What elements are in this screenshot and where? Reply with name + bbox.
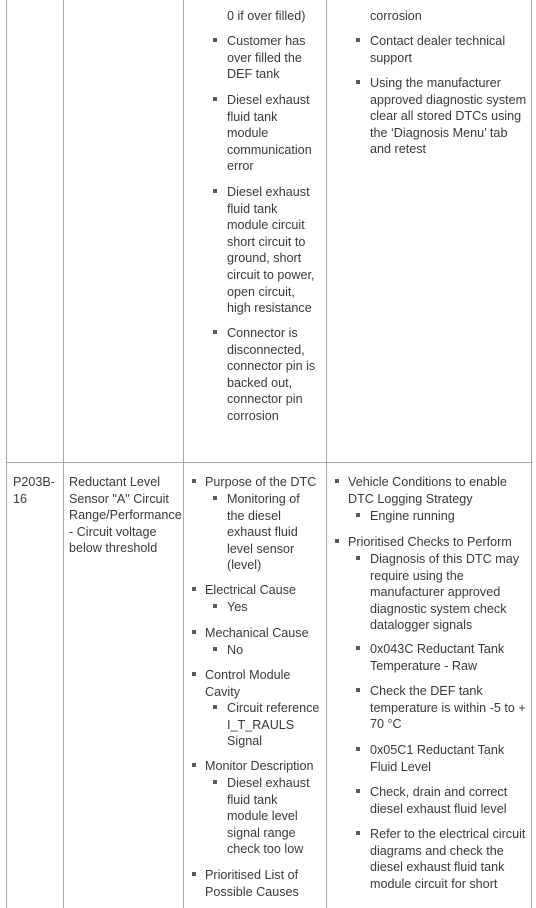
sub-bullet-icon (213, 604, 217, 608)
row1-action-item: Using the manufacturer approved diagnostic system clear all stored DTCs using the ‘Diagnosis Menu’ tab and retest (370, 76, 527, 157)
check-item: Check, drain and correct diesel exhaust fluid level (370, 785, 508, 816)
purpose-title: Purpose of the DTC (205, 475, 317, 489)
row1-cause-item-continued: 0 if over filled) (227, 9, 306, 23)
control-module-detail: Circuit reference I_T_RAULS Signal (227, 701, 320, 749)
vehicle-conditions-detail: Engine running (370, 509, 455, 523)
electrical-cause-value: Yes (227, 600, 248, 614)
mechanical-cause-value: No (227, 643, 244, 657)
sub-bullet-icon (356, 646, 360, 650)
sub-bullet-icon (213, 496, 217, 500)
sub-bullet-icon (356, 747, 360, 751)
sub-bullet-icon (356, 556, 360, 560)
sub-bullet-icon (356, 831, 360, 835)
mechanical-cause-title: Mechanical Cause (205, 626, 309, 640)
check-item: Check the DEF tank temperature is within -5 to + 70 °C (370, 684, 526, 732)
bullet-icon (192, 763, 196, 767)
check-item: 0x05C1 Reductant Tank Fluid Level (370, 743, 505, 774)
column-divider-3 (326, 0, 327, 908)
check-item: Diagnosis of this DTC may require using the manufacturer approved diagnostic system check datalogger signals (370, 552, 520, 633)
bullet-icon (192, 872, 196, 876)
check-item: 0x043C Reductant Tank Temperature - Raw (370, 642, 505, 673)
row1-cause-item: Diesel exhaust fluid tank module communication error (227, 93, 312, 174)
column-divider-2 (183, 0, 184, 908)
check-item: Refer to the electrical circuit diagrams and check the diesel exhaust fluid tank module circuit for short (370, 827, 526, 891)
electrical-cause-title: Electrical Cause (205, 583, 296, 597)
monitor-description-detail: Diesel exhaust fluid tank module level signal range check too low (227, 776, 310, 857)
row-divider (6, 462, 532, 463)
bullet-icon (213, 97, 217, 101)
bullet-icon (356, 38, 360, 42)
bullet-icon (192, 630, 196, 634)
row1-cause-item: Connector is disconnected, connector pin is backed out, connector pin corrosion (227, 326, 316, 423)
sub-bullet-icon (213, 705, 217, 709)
dtc-description: Reductant Level Sensor "A" Circuit Range/Performance - Circuit voltage below threshold (69, 475, 182, 556)
bullet-icon (335, 479, 339, 483)
bullet-icon (335, 539, 339, 543)
bullet-icon (356, 80, 360, 84)
control-module-title: Control Module Cavity (205, 668, 291, 699)
monitor-description-title: Monitor Description (205, 759, 314, 773)
bullet-icon (213, 189, 217, 193)
sub-bullet-icon (356, 789, 360, 793)
table-border-right (531, 0, 532, 908)
sub-bullet-icon (213, 647, 217, 651)
prioritised-checks-title: Prioritised Checks to Perform (348, 535, 512, 549)
sub-bullet-icon (356, 513, 360, 517)
row1-cause-item: Diesel exhaust fluid tank module circuit short circuit to ground, short circuit to power, open circuit, high resistance (227, 185, 315, 316)
dtc-code: P203B- 16 (13, 475, 56, 506)
bullet-icon (192, 587, 196, 591)
bullet-icon (192, 479, 196, 483)
vehicle-conditions-title: Vehicle Conditions to enable DTC Logging Strategy (348, 475, 507, 506)
bullet-icon (213, 330, 217, 334)
sub-bullet-icon (356, 688, 360, 692)
purpose-detail: Monitoring of the diesel exhaust fluid level sensor (level) (227, 492, 300, 573)
sub-bullet-icon (213, 780, 217, 784)
row1-action-item-continued: corrosion (370, 9, 422, 23)
bullet-icon (192, 672, 196, 676)
row1-cause-item: Customer has over filled the DEF tank (227, 34, 306, 82)
bullet-icon (213, 38, 217, 42)
row1-action-item: Contact dealer technical support (370, 34, 506, 65)
table-border-left (6, 0, 7, 908)
prioritised-causes-title: Prioritised List of Possible Causes (205, 868, 299, 899)
column-divider-1 (63, 0, 64, 908)
